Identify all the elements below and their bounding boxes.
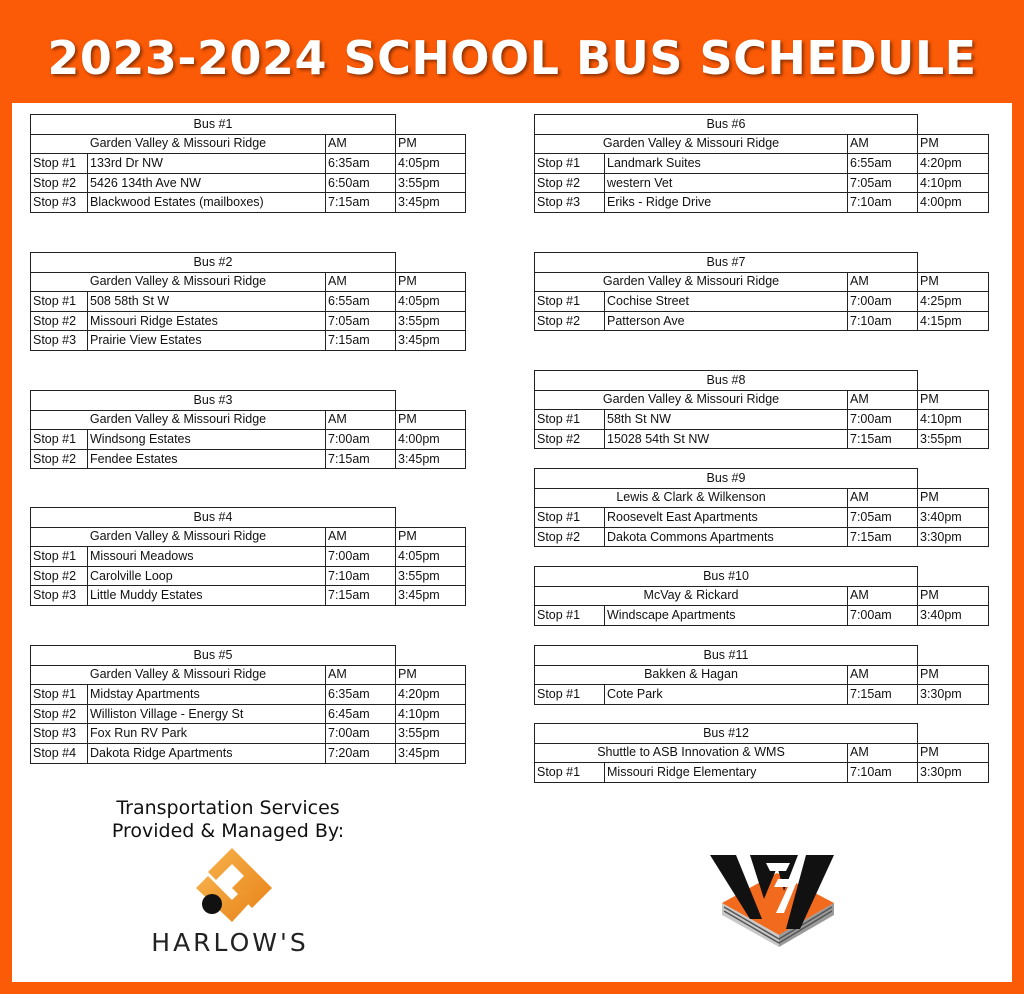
stop-number: Stop #4 <box>31 743 88 763</box>
stop-number: Stop #1 <box>31 685 88 705</box>
stop-location: Missouri Ridge Estates <box>88 311 326 331</box>
stop-location: Midstay Apartments <box>88 685 326 705</box>
stop-number: Stop #2 <box>535 173 605 193</box>
stop-location: 133rd Dr NW <box>88 154 326 174</box>
am-header: AM <box>326 410 396 430</box>
bus-route: Garden Valley & Missouri Ridge <box>31 527 326 547</box>
stop-row <box>535 193 989 213</box>
pm-time: 4:25pm <box>918 292 989 312</box>
am-header: AM <box>326 665 396 685</box>
am-time: 7:10am <box>848 193 918 213</box>
stop-number: Stop #3 <box>31 724 88 744</box>
pm-time: 3:55pm <box>396 724 466 744</box>
bus-table <box>534 645 989 705</box>
am-header: AM <box>326 527 396 547</box>
am-time: 7:00am <box>326 547 396 567</box>
pm-time: 3:30pm <box>918 685 989 705</box>
stop-location: Fendee Estates <box>88 449 326 469</box>
am-time: 7:15am <box>848 429 918 449</box>
stop-number: Stop #2 <box>535 429 605 449</box>
stop-row <box>535 154 989 174</box>
am-time: 6:55am <box>326 292 396 312</box>
stop-number: Stop #1 <box>535 508 605 528</box>
stop-location: Cochise Street <box>605 292 848 312</box>
am-time: 7:00am <box>848 292 918 312</box>
pm-time: 3:30pm <box>918 527 989 547</box>
stop-location: Patterson Ave <box>605 311 848 331</box>
stop-number: Stop #2 <box>535 527 605 547</box>
bus-name: Bus #6 <box>535 115 918 135</box>
stop-number: Stop #1 <box>535 410 605 430</box>
bus-route: Garden Valley & Missouri Ridge <box>31 272 326 292</box>
pm-time: 3:55pm <box>396 173 466 193</box>
stop-row <box>31 173 466 193</box>
stop-location: Prairie View Estates <box>88 331 326 351</box>
stop-number: Stop #2 <box>31 566 88 586</box>
stop-row <box>31 292 466 312</box>
am-time: 7:10am <box>326 566 396 586</box>
pm-time: 4:10pm <box>396 704 466 724</box>
am-time: 7:05am <box>848 508 918 528</box>
stop-row <box>31 331 466 351</box>
stop-number: Stop #1 <box>31 292 88 312</box>
bus-route: Garden Valley & Missouri Ridge <box>535 272 848 292</box>
stop-location: 508 58th St W <box>88 292 326 312</box>
am-header: AM <box>848 488 918 508</box>
stop-number: Stop #1 <box>535 685 605 705</box>
pm-time: 3:45pm <box>396 586 466 606</box>
stop-row <box>31 547 466 567</box>
bus-table <box>30 252 466 351</box>
stop-location: Cote Park <box>605 685 848 705</box>
pm-time: 3:40pm <box>918 606 989 626</box>
am-time: 7:00am <box>848 606 918 626</box>
pm-time: 4:20pm <box>918 154 989 174</box>
bus-name: Bus #8 <box>535 371 918 391</box>
stop-row <box>535 685 989 705</box>
bus-route: Garden Valley & Missouri Ridge <box>535 390 848 410</box>
bus-name: Bus #1 <box>31 115 396 135</box>
stop-location: Windscape Apartments <box>605 606 848 626</box>
am-time: 7:15am <box>326 586 396 606</box>
pm-time: 4:00pm <box>396 430 466 450</box>
bus-route: McVay & Rickard <box>535 586 848 606</box>
stop-row <box>31 586 466 606</box>
stop-row <box>535 173 989 193</box>
stop-number: Stop #1 <box>31 547 88 567</box>
am-header: AM <box>326 272 396 292</box>
am-time: 7:00am <box>326 430 396 450</box>
pm-time: 3:55pm <box>918 429 989 449</box>
stop-location: Windsong Estates <box>88 430 326 450</box>
stop-number: Stop #2 <box>31 311 88 331</box>
pm-time: 4:00pm <box>918 193 989 213</box>
pm-time: 4:05pm <box>396 547 466 567</box>
pm-header: PM <box>918 665 989 685</box>
pm-time: 4:15pm <box>918 311 989 331</box>
pm-time: 4:10pm <box>918 173 989 193</box>
bus-table <box>30 390 466 469</box>
pm-header: PM <box>918 743 989 763</box>
am-time: 7:20am <box>326 743 396 763</box>
bus-route: Garden Valley & Missouri Ridge <box>31 410 326 430</box>
pm-time: 3:45pm <box>396 743 466 763</box>
am-time: 7:15am <box>326 449 396 469</box>
bus-name: Bus #2 <box>31 253 396 273</box>
pm-time: 3:40pm <box>918 508 989 528</box>
pm-time: 3:55pm <box>396 311 466 331</box>
stop-number: Stop #2 <box>31 704 88 724</box>
bus-name: Bus #3 <box>31 391 396 411</box>
stop-row <box>535 527 989 547</box>
stop-number: Stop #1 <box>31 430 88 450</box>
stop-row <box>31 449 466 469</box>
stop-location: Dakota Commons Apartments <box>605 527 848 547</box>
am-time: 6:45am <box>326 704 396 724</box>
stop-number: Stop #1 <box>535 763 605 783</box>
stop-number: Stop #3 <box>535 193 605 213</box>
bus-table <box>534 468 989 547</box>
pm-time: 4:05pm <box>396 154 466 174</box>
am-time: 6:50am <box>326 173 396 193</box>
am-header: AM <box>848 743 918 763</box>
stop-row <box>31 193 466 213</box>
pm-header: PM <box>396 665 466 685</box>
am-time: 7:15am <box>326 193 396 213</box>
bus-route: Garden Valley & Missouri Ridge <box>31 134 326 154</box>
transportation-credit <box>95 797 361 843</box>
wt-logo-icon <box>702 843 852 955</box>
stop-location: 5426 134th Ave NW <box>88 173 326 193</box>
am-time: 6:35am <box>326 154 396 174</box>
pm-time: 3:55pm <box>396 566 466 586</box>
stop-row <box>535 410 989 430</box>
am-header: AM <box>848 586 918 606</box>
stop-location: 15028 54th St NW <box>605 429 848 449</box>
bus-table <box>30 114 466 213</box>
bus-route: Shuttle to ASB Innovation & WMS <box>535 743 848 763</box>
pm-time: 3:45pm <box>396 331 466 351</box>
am-header: AM <box>848 134 918 154</box>
am-header: AM <box>848 272 918 292</box>
stop-row <box>31 566 466 586</box>
bus-route: Garden Valley & Missouri Ridge <box>535 134 848 154</box>
am-time: 7:05am <box>848 173 918 193</box>
pm-time: 4:20pm <box>396 685 466 705</box>
credit-line-2: Provided & Managed By: <box>111 820 345 842</box>
bus-table <box>30 645 466 764</box>
stop-row <box>535 311 989 331</box>
stop-number: Stop #2 <box>31 449 88 469</box>
stop-location: western Vet <box>605 173 848 193</box>
stop-location: Missouri Meadows <box>88 547 326 567</box>
bus-table <box>534 370 989 449</box>
bus-name: Bus #10 <box>535 567 918 587</box>
stop-number: Stop #1 <box>535 292 605 312</box>
pm-header: PM <box>396 410 466 430</box>
stop-row <box>535 292 989 312</box>
bus-table <box>534 566 989 626</box>
am-time: 7:10am <box>848 763 918 783</box>
pm-header: PM <box>396 272 466 292</box>
am-time: 7:15am <box>326 331 396 351</box>
stop-number: Stop #3 <box>31 331 88 351</box>
stop-location: Roosevelt East Apartments <box>605 508 848 528</box>
stop-row <box>31 685 466 705</box>
pm-header: PM <box>918 134 989 154</box>
am-time: 7:10am <box>848 311 918 331</box>
am-time: 7:00am <box>326 724 396 744</box>
bus-name: Bus #7 <box>535 253 918 273</box>
stop-row <box>31 311 466 331</box>
pm-header: PM <box>918 272 989 292</box>
stop-location: Williston Village - Energy St <box>88 704 326 724</box>
bus-name: Bus #12 <box>535 724 918 744</box>
am-time: 7:05am <box>326 311 396 331</box>
stop-number: Stop #1 <box>535 154 605 174</box>
stop-location: Eriks - Ridge Drive <box>605 193 848 213</box>
stop-location: Landmark Suites <box>605 154 848 174</box>
page-title: 2023-2024 SCHOOL BUS SCHEDULE <box>47 31 977 85</box>
am-header: AM <box>848 665 918 685</box>
stop-number: Stop #3 <box>31 193 88 213</box>
stop-row <box>535 508 989 528</box>
pm-header: PM <box>918 390 989 410</box>
pm-header: PM <box>396 134 466 154</box>
stop-location: Blackwood Estates (mailboxes) <box>88 193 326 213</box>
stop-row <box>31 704 466 724</box>
bus-table <box>534 723 989 783</box>
stop-row <box>31 724 466 744</box>
stop-location: Little Muddy Estates <box>88 586 326 606</box>
bus-route: Lewis & Clark & Wilkenson <box>535 488 848 508</box>
stop-number: Stop #2 <box>535 311 605 331</box>
stop-row <box>31 743 466 763</box>
bus-table <box>534 252 989 331</box>
pm-time: 3:30pm <box>918 763 989 783</box>
bus-name: Bus #5 <box>31 646 396 666</box>
stop-row <box>535 606 989 626</box>
bus-route: Garden Valley & Missouri Ridge <box>31 665 326 685</box>
stop-row <box>31 154 466 174</box>
stop-location: Dakota Ridge Apartments <box>88 743 326 763</box>
bus-name: Bus #9 <box>535 469 918 489</box>
am-time: 7:15am <box>848 527 918 547</box>
stop-number: Stop #2 <box>31 173 88 193</box>
pm-time: 3:45pm <box>396 449 466 469</box>
am-time: 6:35am <box>326 685 396 705</box>
am-time: 6:55am <box>848 154 918 174</box>
stop-row <box>31 430 466 450</box>
bus-name: Bus #11 <box>535 646 918 666</box>
am-time: 7:15am <box>848 685 918 705</box>
harlows-logo-icon <box>188 846 276 926</box>
harlows-name: HARLOW'S <box>151 928 309 957</box>
pm-time: 4:05pm <box>396 292 466 312</box>
stop-number: Stop #1 <box>31 154 88 174</box>
pm-header: PM <box>918 488 989 508</box>
bus-route: Bakken & Hagan <box>535 665 848 685</box>
stop-row <box>535 763 989 783</box>
pm-header: PM <box>396 527 466 547</box>
pm-header: PM <box>918 586 989 606</box>
pm-time: 4:10pm <box>918 410 989 430</box>
stop-number: Stop #1 <box>535 606 605 626</box>
stop-location: Carolville Loop <box>88 566 326 586</box>
stop-location: Missouri Ridge Elementary <box>605 763 848 783</box>
stop-location: 58th St NW <box>605 410 848 430</box>
stop-number: Stop #3 <box>31 586 88 606</box>
stop-location: Fox Run RV Park <box>88 724 326 744</box>
bus-table <box>30 507 466 606</box>
credit-line-1: Transportation Services <box>116 797 340 819</box>
am-time: 7:00am <box>848 410 918 430</box>
pm-time: 3:45pm <box>396 193 466 213</box>
stop-row <box>535 429 989 449</box>
bus-table <box>534 114 989 213</box>
bus-name: Bus #4 <box>31 508 396 528</box>
am-header: AM <box>326 134 396 154</box>
am-header: AM <box>848 390 918 410</box>
